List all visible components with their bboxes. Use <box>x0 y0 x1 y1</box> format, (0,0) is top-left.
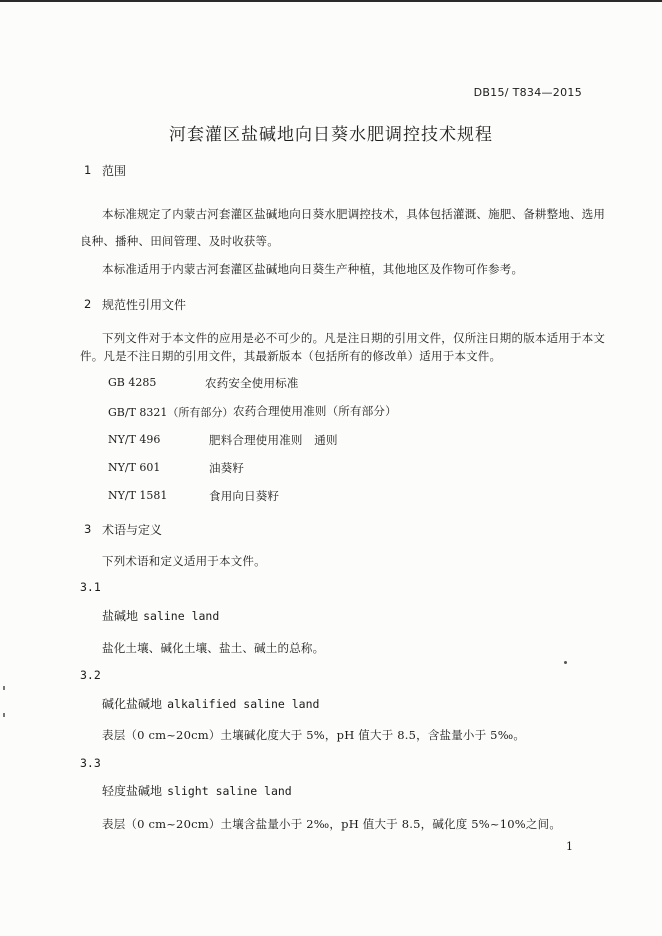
term-heading <box>102 780 292 799</box>
reference-code: GB 4285 <box>108 376 157 389</box>
term-heading <box>102 605 219 624</box>
scan-speck <box>564 661 567 664</box>
section-2-title: 规范性引用文件 <box>102 298 187 312</box>
reference-code: NY/T 1581 <box>108 489 168 502</box>
term-definition: 盐化土壤、碱化土壤、盐土、碱土的总称。 <box>102 641 325 655</box>
scope-paragraph-2: 本标准适用于内蒙古河套灌区盐碱地向日葵生产种植，其他地区及作物可作参考。 <box>102 262 524 276</box>
reference-code: GB/T 8321（所有部分） <box>108 406 234 419</box>
section-1-number: 1 <box>84 163 92 177</box>
reference-name: 肥料合理使用准则 通则 <box>209 433 338 447</box>
reference-code: NY/T 601 <box>108 461 161 474</box>
reference-name: 食用向日葵籽 <box>209 489 280 503</box>
term-number: 3.1 <box>80 580 101 594</box>
section-1-title: 范围 <box>102 164 127 178</box>
term-chinese: 碱化盐碱地 <box>102 697 163 711</box>
page-number: 1 <box>566 840 573 853</box>
scan-edge-mark <box>3 686 5 690</box>
references-intro-line-1: 下列文件对于本文件的应用是必不可少的。凡是注日期的引用文件，仅所注日期的版本适用于本文 <box>102 331 606 345</box>
references-intro-line-2: 件。凡是不注日期的引用文件，其最新版本（包括所有的修改单）适用于本文件。 <box>80 349 502 363</box>
terms-intro: 下列术语和定义适用于本文件。 <box>102 554 266 568</box>
section-3-title: 术语与定义 <box>102 523 163 537</box>
term-english: saline land <box>143 609 220 623</box>
term-heading <box>102 693 319 712</box>
reference-name: 农药安全使用标准 <box>205 376 299 390</box>
reference-name: 油葵籽 <box>209 461 245 475</box>
term-english: alkalified saline land <box>167 697 320 711</box>
term-english: slight saline land <box>167 784 292 798</box>
term-definition: 表层（0 cm~20cm）土壤碱化度大于 5%，pH 值大于 8.5，含盐量小于 5‰。 <box>102 728 526 742</box>
scope-paragraph-1-line-1: 本标准规定了内蒙古河套灌区盐碱地向日葵水肥调控技术，具体包括灌溉、施肥、备耕整地、选用 <box>102 207 606 221</box>
document-id: DB15/ T834—2015 <box>473 86 582 99</box>
term-number: 3.3 <box>80 756 101 770</box>
section-3-number: 3 <box>84 522 92 536</box>
reference-code: NY/T 496 <box>108 433 161 446</box>
document-title: 河套灌区盐碱地向日葵水肥调控技术规程 <box>169 125 493 145</box>
term-number: 3.2 <box>80 668 101 682</box>
scope-paragraph-1-line-2: 良种、播种、田间管理、及时收获等。 <box>80 234 279 248</box>
reference-name: 农药合理使用准则（所有部分） <box>233 404 397 418</box>
term-definition: 表层（0 cm~20cm）土壤含盐量小于 2‰，pH 值大于 8.5，碱化度 5%~10%之间。 <box>102 817 562 831</box>
section-2-number: 2 <box>84 297 92 311</box>
term-chinese: 盐碱地 <box>102 609 139 623</box>
top-border-line <box>0 0 662 2</box>
term-chinese: 轻度盐碱地 <box>102 784 163 798</box>
scan-edge-mark <box>3 713 5 717</box>
